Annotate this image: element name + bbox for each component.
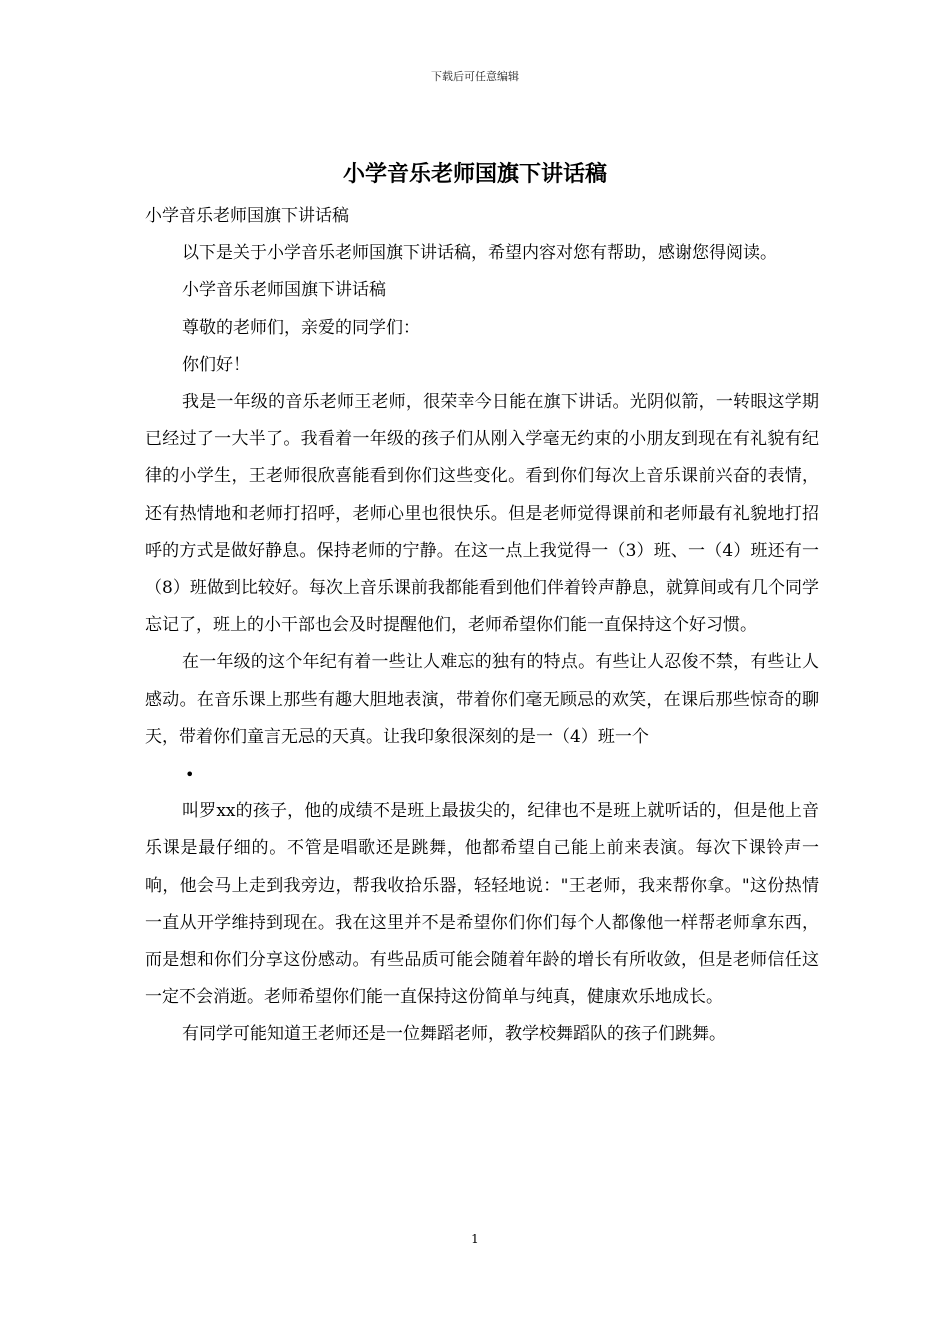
- subtitle-line: 小学音乐老师国旗下讲话稿: [145, 206, 349, 226]
- body-paragraph: 我是一年级的音乐老师王老师，很荣幸今日能在旗下讲话。光阴似箭，一转眼这学期已经过了一大半了。我看着一年级的孩子们从刚入学毫无约束的小朋友到现在有礼貌有纪律的小学生，王老师很欣喜能看到你们这些变化。看到你们每次上音乐课前兴奋的表情，还有热情地和老师打招呼，老师心里也很快乐。但是老师觉得课前和老师最有礼貌地打招呼的方式是做好静息。保持老师的宁静。在这一点上我觉得一（3）班、一（4）班还有一（8）班做到比较好。每次上音乐课前我都能看到他们伴着铃声静息，就算间或有几个同学忘记了，班上的小干部也会及时提醒他们，老师希望你们能一直保持这个好习惯。: [145, 392, 819, 636]
- bullet-mark: •: [185, 765, 195, 785]
- greeting: 你们好！: [182, 354, 250, 375]
- body-paragraph: 叫罗xx的孩子，他的成绩不是班上最拔尖的，纪律也不是班上就听话的，但是他上音乐课是最仔细的。不管是唱歌还是跳舞，他都希望自己能上前来表演。每次下课铃声一响，他会马上走到我旁边，帮我收拾乐器，轻轻地说："王老师，我来帮你拿。"这份热情一直从开学维持到现在。我在这里并不是希望你们你们每个人都像他一样帮老师拿东西，而是想和你们分享这份感动。有些品质可能会随着年龄的增长有所收敛，但是老师信任这一定不会消逝。老师希望你们能一直保持这份简单与纯真，健康欢乐地成长。: [145, 801, 819, 1008]
- page-header-note: 下载后可任意编辑: [431, 70, 519, 83]
- page-number: 1: [471, 1232, 479, 1246]
- body-paragraph: 有同学可能知道王老师还是一位舞蹈老师，教学校舞蹈队的孩子们跳舞。: [182, 1024, 726, 1045]
- salutation: 尊敬的老师们，亲爱的同学们：: [182, 317, 420, 338]
- body-paragraph: 在一年级的这个年纪有着一些让人难忘的独有的特点。有些让人忍俊不禁，有些让人感动。在音乐课上那些有趣大胆地表演，带着你们毫无顾忌的欢笑，在课后那些惊奇的聊天，带着你们童言无忌的天真。让我印象很深刻的是一（4）班一个: [145, 652, 819, 747]
- document-body: [145, 198, 819, 1054]
- speech-heading: 小学音乐老师国旗下讲话稿: [182, 280, 386, 301]
- intro-paragraph: 以下是关于小学音乐老师国旗下讲话稿，希望内容对您有帮助，感谢您得阅读。: [182, 243, 777, 264]
- document-title: 小学音乐老师国旗下讲话稿: [342, 161, 607, 187]
